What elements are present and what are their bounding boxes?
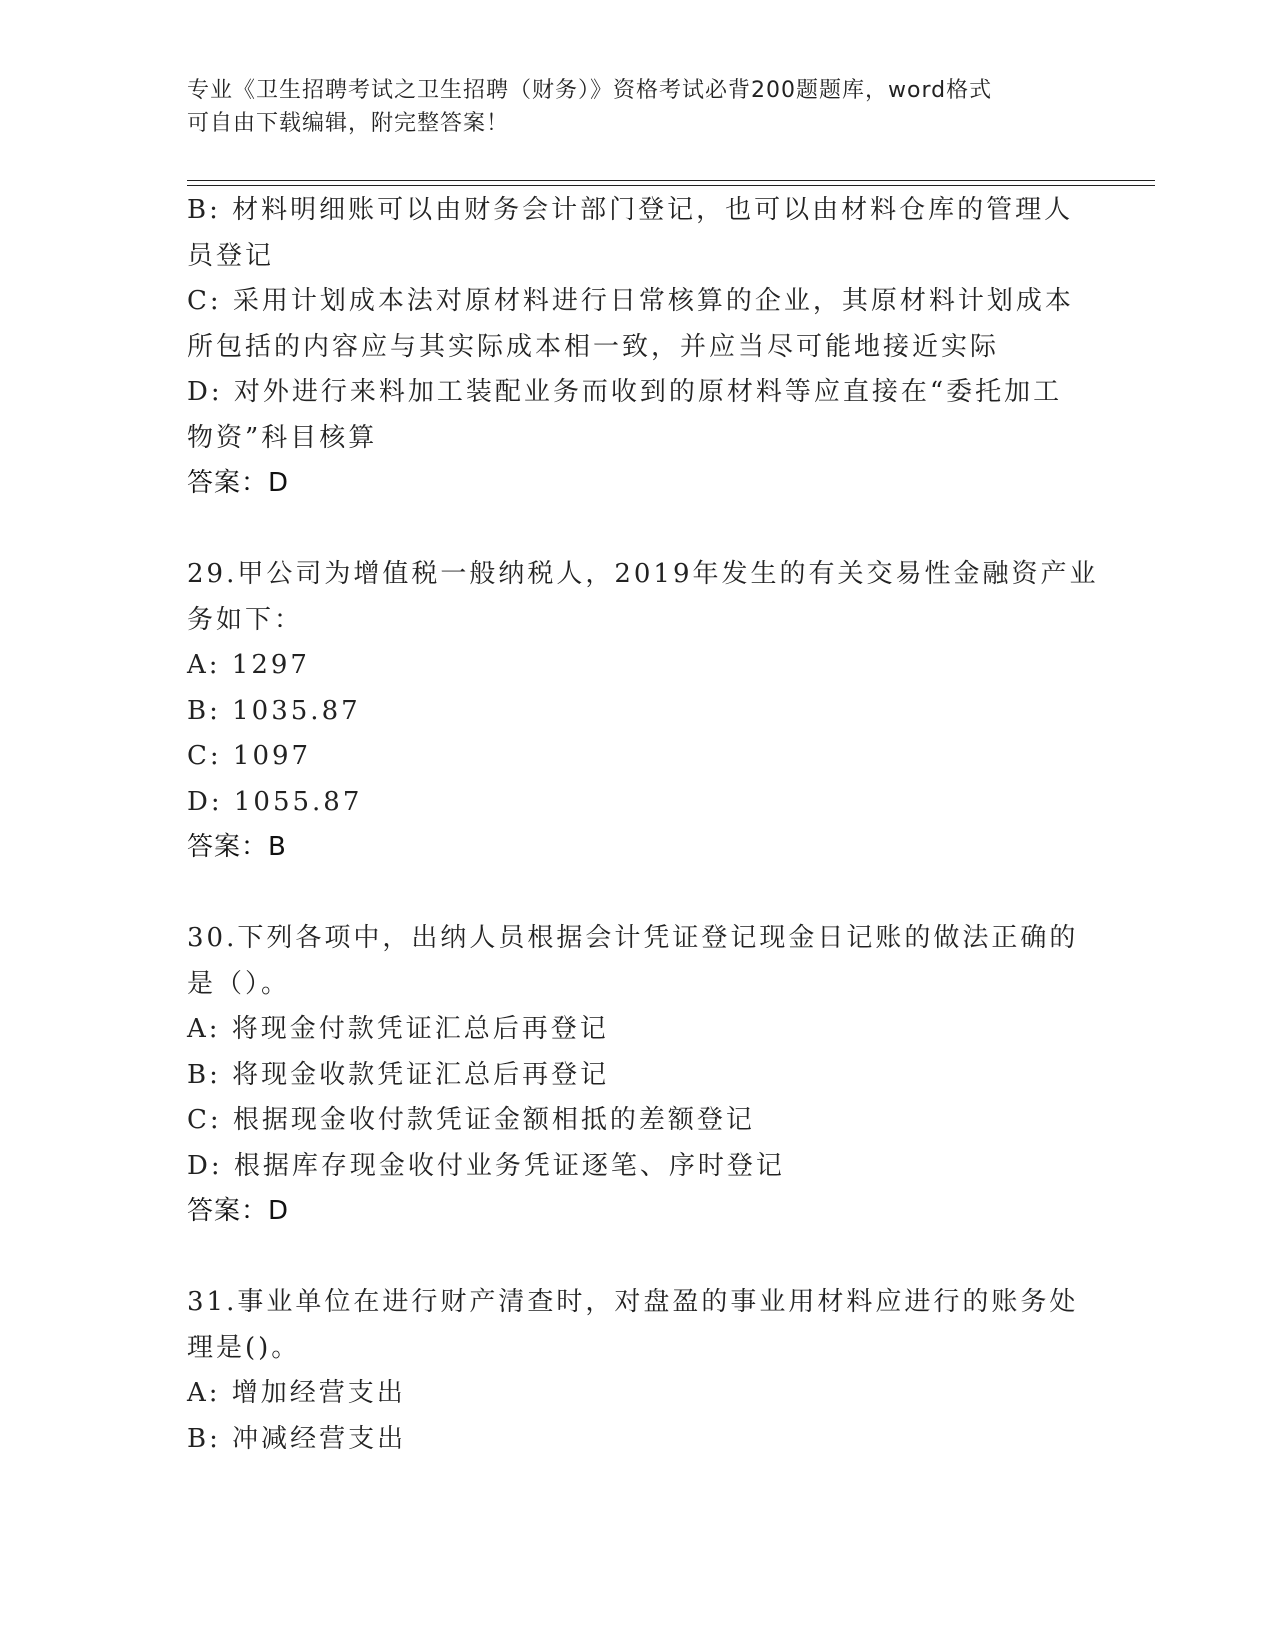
option-d: D: 根据库存现金收付业务凭证逐笔、序时登记 [187,1150,785,1181]
question-content [187,188,1099,1462]
header-divider-top [187,180,1155,181]
option-b: B: 1035.87 [187,695,361,726]
header-title-line-1: 专业《卫生招聘考试之卫生招聘（财务）》资格考试必背200题题库，word格式 [187,78,993,103]
option-b-line-1: B: 材料明细账可以由财务会计部门登记，也可以由材料仓库的管理人 [187,195,1074,225]
answer: 答案：B [187,832,287,862]
option-d-line-2: 物资”科目核算 [187,422,378,453]
question-stem-line-1: 31.事业单位在进行财产清查时，对盘盈的事业用材料应进行的账务处 [187,1287,1079,1317]
option-d-line-1: D: 对外进行来料加工装配业务而收到的原材料等应直接在“委托加工 [187,377,1063,407]
option-a: A: 增加经营支出 [187,1378,406,1408]
answer: 答案：D [187,1196,290,1226]
option-d: D: 1055.87 [187,786,363,817]
question-stem-line-2: 理是()。 [187,1332,301,1363]
spacer [187,1235,1087,1281]
option-c: C: 1097 [187,741,312,771]
spacer [187,507,1087,553]
question-stem-line-2: 务如下： [187,604,304,635]
option-c-line-1: C: 采用计划成本法对原材料进行日常核算的企业，其原材料计划成本 [187,286,1074,316]
option-c: C: 根据现金收付款凭证金额相抵的差额登记 [187,1105,755,1135]
question-stem-line-1: 29.甲公司为增值税一般纳税人，2019年发生的有关交易性金融资产业 [187,559,1099,589]
option-b-line-2: 员登记 [187,240,275,271]
header-title-line-2: 可自由下载编辑，附完整答案！ [187,111,510,136]
option-a: A: 1297 [187,650,310,680]
question-31 [187,1280,1087,1462]
question-29 [187,552,1099,871]
header-divider-bottom [187,185,1155,186]
spacer [187,871,1087,917]
document-header [187,74,1087,140]
option-b: B: 冲减经营支出 [187,1423,407,1454]
option-c-line-2: 所包括的内容应与其实际成本相一致，并应当尽可能地接近实际 [187,331,1000,362]
answer: 答案：D [187,468,290,498]
option-b: B: 将现金收款凭证汇总后再登记 [187,1059,610,1090]
question-30 [187,916,1087,1235]
question-28 [187,188,1087,507]
question-stem-line-2: 是（）。 [187,968,291,999]
option-a: A: 将现金付款凭证汇总后再登记 [187,1014,609,1044]
question-stem-line-1: 30.下列各项中，出纳人员根据会计凭证登记现金日记账的做法正确的 [187,923,1079,953]
